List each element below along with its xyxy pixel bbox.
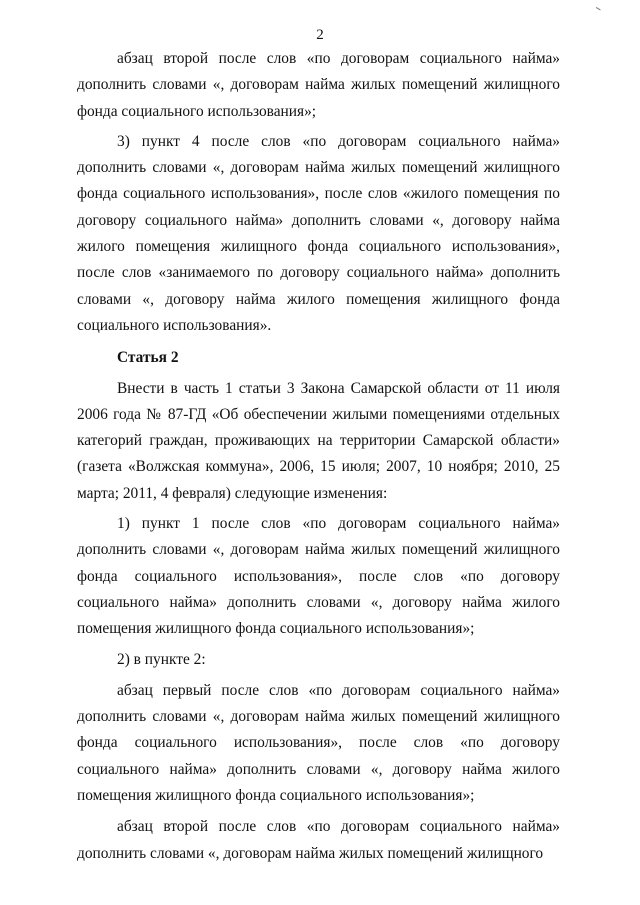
page-number: 2 xyxy=(316,27,324,43)
paragraph-article2-item1: 1) пункт 1 после слов «по договорам социального найма» дополнить словами «, договорам найма жилых помещений жилищного фонда социального использования», после слов «по договору социального найма» дополнить словами «, договору найма жилого помещения жилищного фонда социального использования»; xyxy=(77,515,560,638)
article-2-heading: Статья 2 xyxy=(117,349,179,367)
document-body xyxy=(77,46,560,867)
scan-mark xyxy=(594,7,600,13)
paragraph-article2-intro: Внести в часть 1 статьи 3 Закона Самарской области от 11 июля 2006 года № 87-ГД «Об обеспечении жилыми помещениями отдельных категорий граждан, проживающих на территории Самарской области» (газета «Волжская коммуна», 2006, 15 июля; 2007, 10 ноября; 2010, 25 марта; 2011, 4 февраля) следующие изменения: xyxy=(77,379,560,502)
paragraph-article1-item2-second: абзац второй после слов «по договорам социального найма» дополнить словами «, договорам найма жилых помещений жилищного фонда социального использования»; xyxy=(77,50,560,120)
paragraph-article2-item2: 2) в пункте 2: xyxy=(117,650,206,668)
paragraph-article1-item3: 3) пункт 4 после слов «по договорам социального найма» дополнить словами «, договорам найма жилых помещений жилищного фонда социального использования», после слов «жилого помещения по договору социального найма» дополнить словами «, договору найма жилого помещения жилищного фонда социального использования», после слов «занимаемого по договору социального найма» дополнить словами «, договору найма жилого помещения жилищного фонда социального использования». xyxy=(77,132,560,334)
paragraph-article2-item2-first: абзац первый после слов «по договорам социального найма» дополнить словами «, договорам найма жилых помещений жилищного фонда социального использования», после слов «по договору социального найма» дополнить словами «, договору найма жилого помещения жилищного фонда социального использования»; xyxy=(77,681,560,805)
paragraph-article2-item2-second: абзац второй после слов «по договорам социального найма» дополнить словами «, договорам найма жилых помещений жилищного xyxy=(77,818,560,862)
